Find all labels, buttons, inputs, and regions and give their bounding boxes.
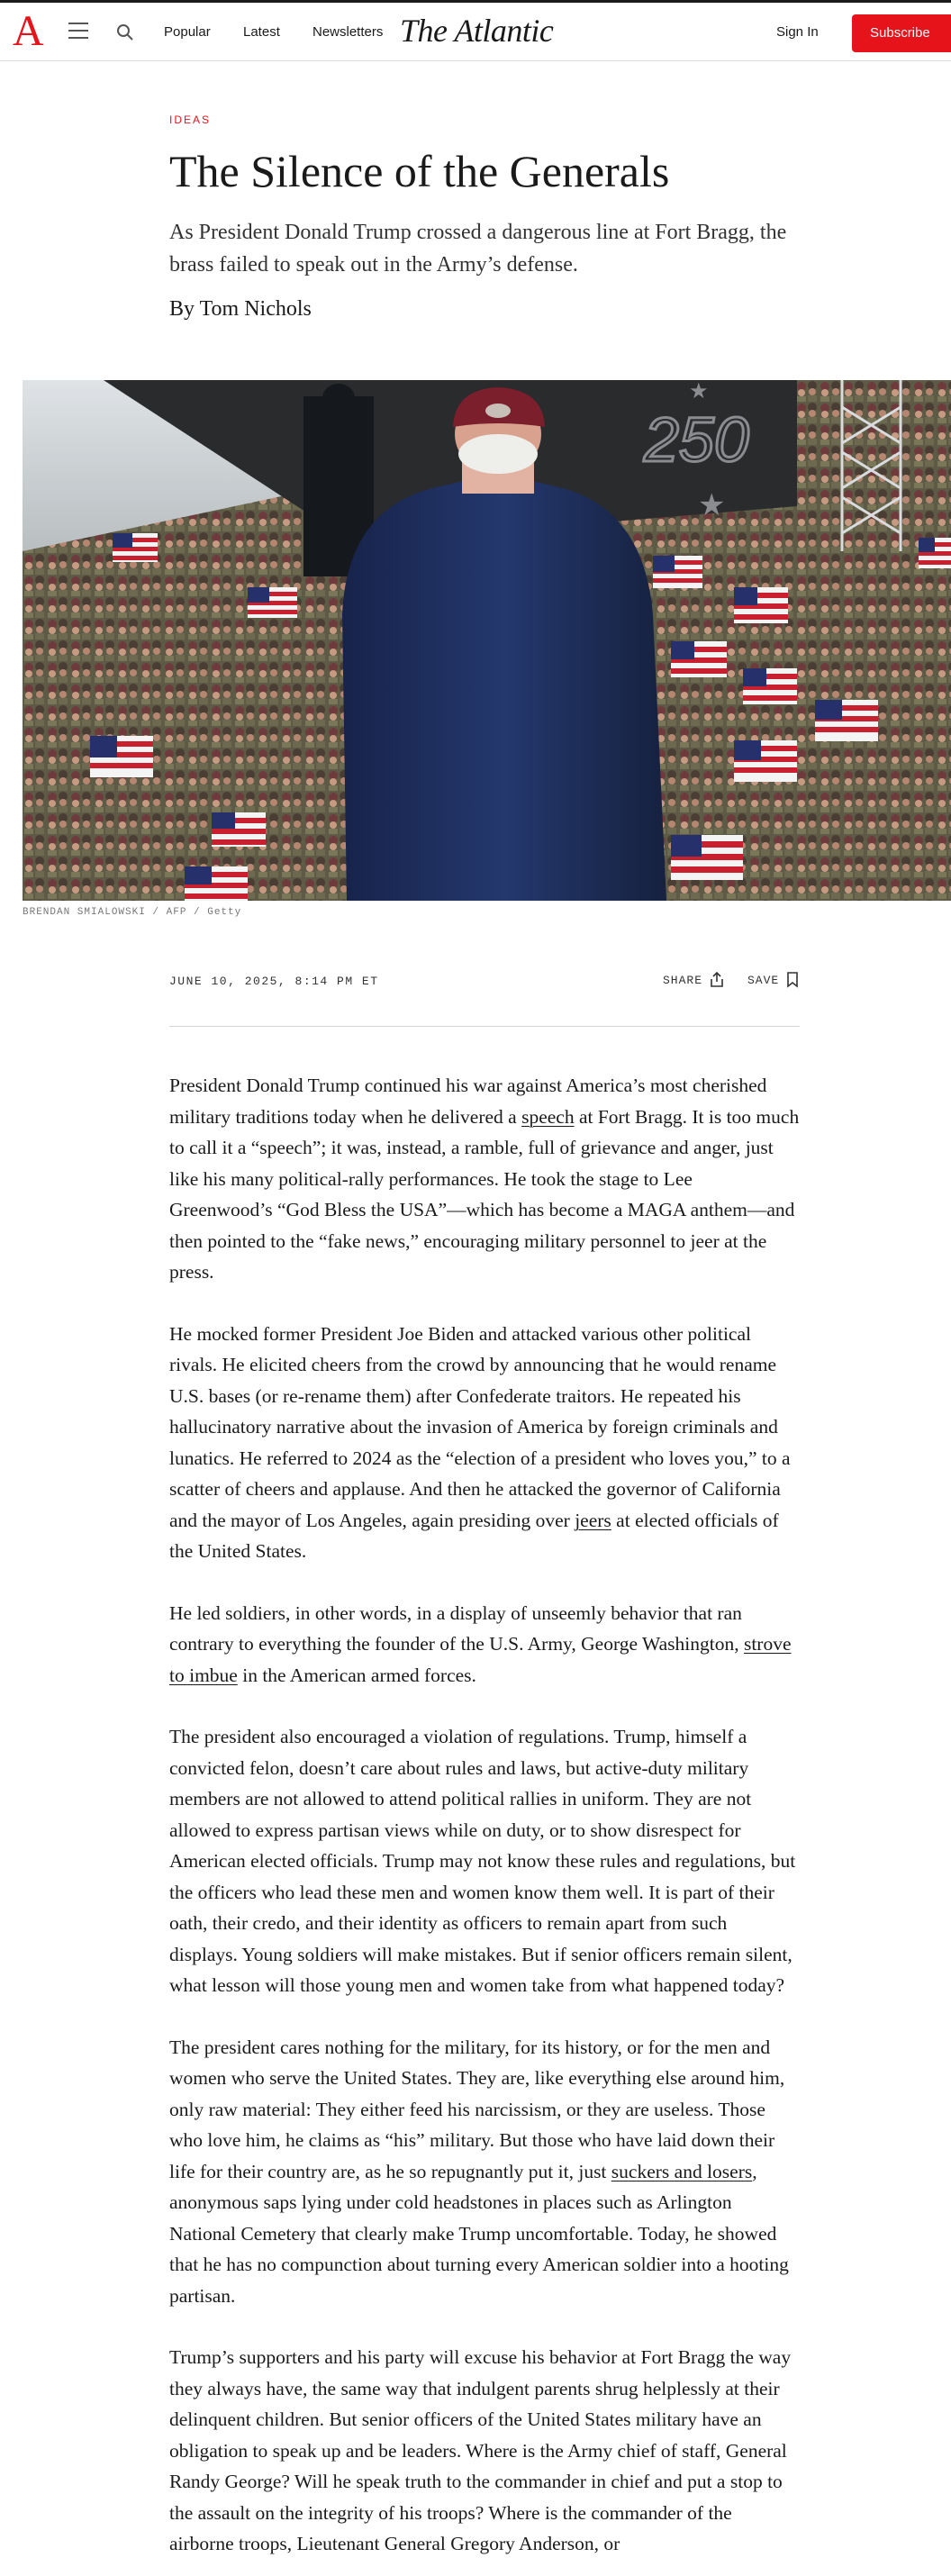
hamburger-menu-icon[interactable]	[68, 23, 88, 39]
bookmark-icon	[786, 972, 799, 988]
suckers-and-losers-link[interactable]: suckers and losers	[611, 2160, 753, 2182]
share-label: SHARE	[663, 973, 703, 987]
photo-credit: BRENDAN SMIALOWSKI / AFP / Getty	[23, 907, 242, 918]
search-icon[interactable]	[115, 23, 135, 42]
sign-in-link[interactable]: Sign In	[776, 24, 819, 40]
article-body	[169, 1070, 800, 2576]
byline[interactable]: By Tom Nichols	[169, 297, 312, 321]
site-wordmark[interactable]: The Atlantic	[400, 13, 554, 49]
article-dek: As President Donald Trump crossed a dangerous line at Fort Bragg, the brass failed to speak out in the Army’s defense.	[169, 221, 787, 277]
hero-image	[23, 380, 951, 901]
hero-250-sign: 250	[644, 404, 749, 475]
save-button[interactable]	[747, 972, 799, 988]
svg-text:★: ★	[698, 489, 726, 522]
article-title: The Silence of the Generals	[169, 146, 670, 196]
publish-date: JUNE 10, 2025, 8:14 PM ET	[169, 975, 379, 988]
share-button[interactable]	[663, 972, 724, 988]
paragraph-2: He mocked former President Joe Biden and attacked various other political rivals. He elicited cheers from the crowd by announcing that he would rename U.S. bases (or re-rename them) after Confederate traitors. He repeated his hallucinatory narrative about the invasion of America by foreign criminals and lunatics. He referred to 2024 as the “election of a president who loves you,” to a scatter of cheers and applause. And then he attacked the governor of California and the mayor of Los Angeles, again presiding over jeers at elected officials of the United States.	[169, 1322, 791, 1562]
atlantic-logo[interactable]: A	[13, 7, 44, 55]
paragraph-6: Trump’s supporters and his party will excuse his behavior at Fort Bragg the way they always have, the same way that indulgent parents shrug helplessly at their delinquent children. But senior officers of the United States military have an obligation to speak up and be leaders. Where is the Army chief of staff, General Randy George? Will he speak truth to the commander in chief and put a stop to the assault on the integrity of his troops? Where is the commander of the airborne troops, Lieutenant General Gregory Anderson, or	[169, 2346, 792, 2554]
section-kicker[interactable]: IDEAS	[169, 113, 212, 126]
paragraph-3: He led soldiers, in other words, in a display of unseemly behavior that ran contrary to everything the founder of the U.S. Army, George Washington, strove to imbue in the American armed forces.	[169, 1601, 792, 1686]
paragraph-1: President Donald Trump continued his war against America’s most cherished military traditions today when he delivered a speech at Fort Bragg. It is too much to call it a “speech”; it was, instead, a ramble, full of grievance and anger, just like his many political-rally performances. He took the stage to Lee Greenwood’s “God Bless the USA”—which has become a MAGA anthem—and then pointed to the “fake news,” encouraging military personnel to jeer at the press.	[169, 1075, 800, 1283]
subscribe-button[interactable]: Subscribe	[852, 14, 951, 52]
share-icon	[710, 972, 724, 988]
paragraph-4: The president also encouraged a violation of regulations. Trump, himself a convicted felon, doesn’t care about rules and laws, but active-duty military members are not allowed to attend political rallies in uniform. They are not allowed to express partisan views while on duty, or to show disrespect for American elected officials. Trump may not know these rules and regulations, but the officers who lead these men and women know them well. It is part of their oath, their credo, and their identity as officers to remain apart from such displays. Young soldiers will make mistakes. But if senior officers remain silent, what lesson will those young men and women take from what happened today?	[169, 1726, 796, 1996]
paragraph-5: The president cares nothing for the military, for its history, or for the men and women who serve the United States. They are, like everything else around him, only raw material: They either feed his narcissism, or they are useless. Those who love him, he claims as “his” military. But those who have laid down their life for their country are, as he so repugnantly put it, just suckers and losers, anonymous saps lying under cold headstones in places such as Arlington National Cemetery that clearly make Trump uncomfortable. Today, he showed that he has no compunction about turning every American soldier into a hooting partisan.	[169, 2036, 789, 2307]
strove-to-imbue-link[interactable]: strove to imbue	[169, 1633, 792, 1686]
svg-text:★: ★	[689, 380, 709, 404]
nav-newsletters[interactable]: Newsletters	[312, 24, 384, 40]
site-header	[0, 0, 951, 61]
save-label: SAVE	[747, 973, 780, 987]
jeers-link[interactable]: jeers	[575, 1509, 611, 1531]
nav-popular[interactable]: Popular	[164, 24, 211, 40]
nav-latest[interactable]: Latest	[243, 24, 280, 40]
speech-link[interactable]: speech	[521, 1105, 575, 1128]
divider	[169, 1026, 800, 1027]
